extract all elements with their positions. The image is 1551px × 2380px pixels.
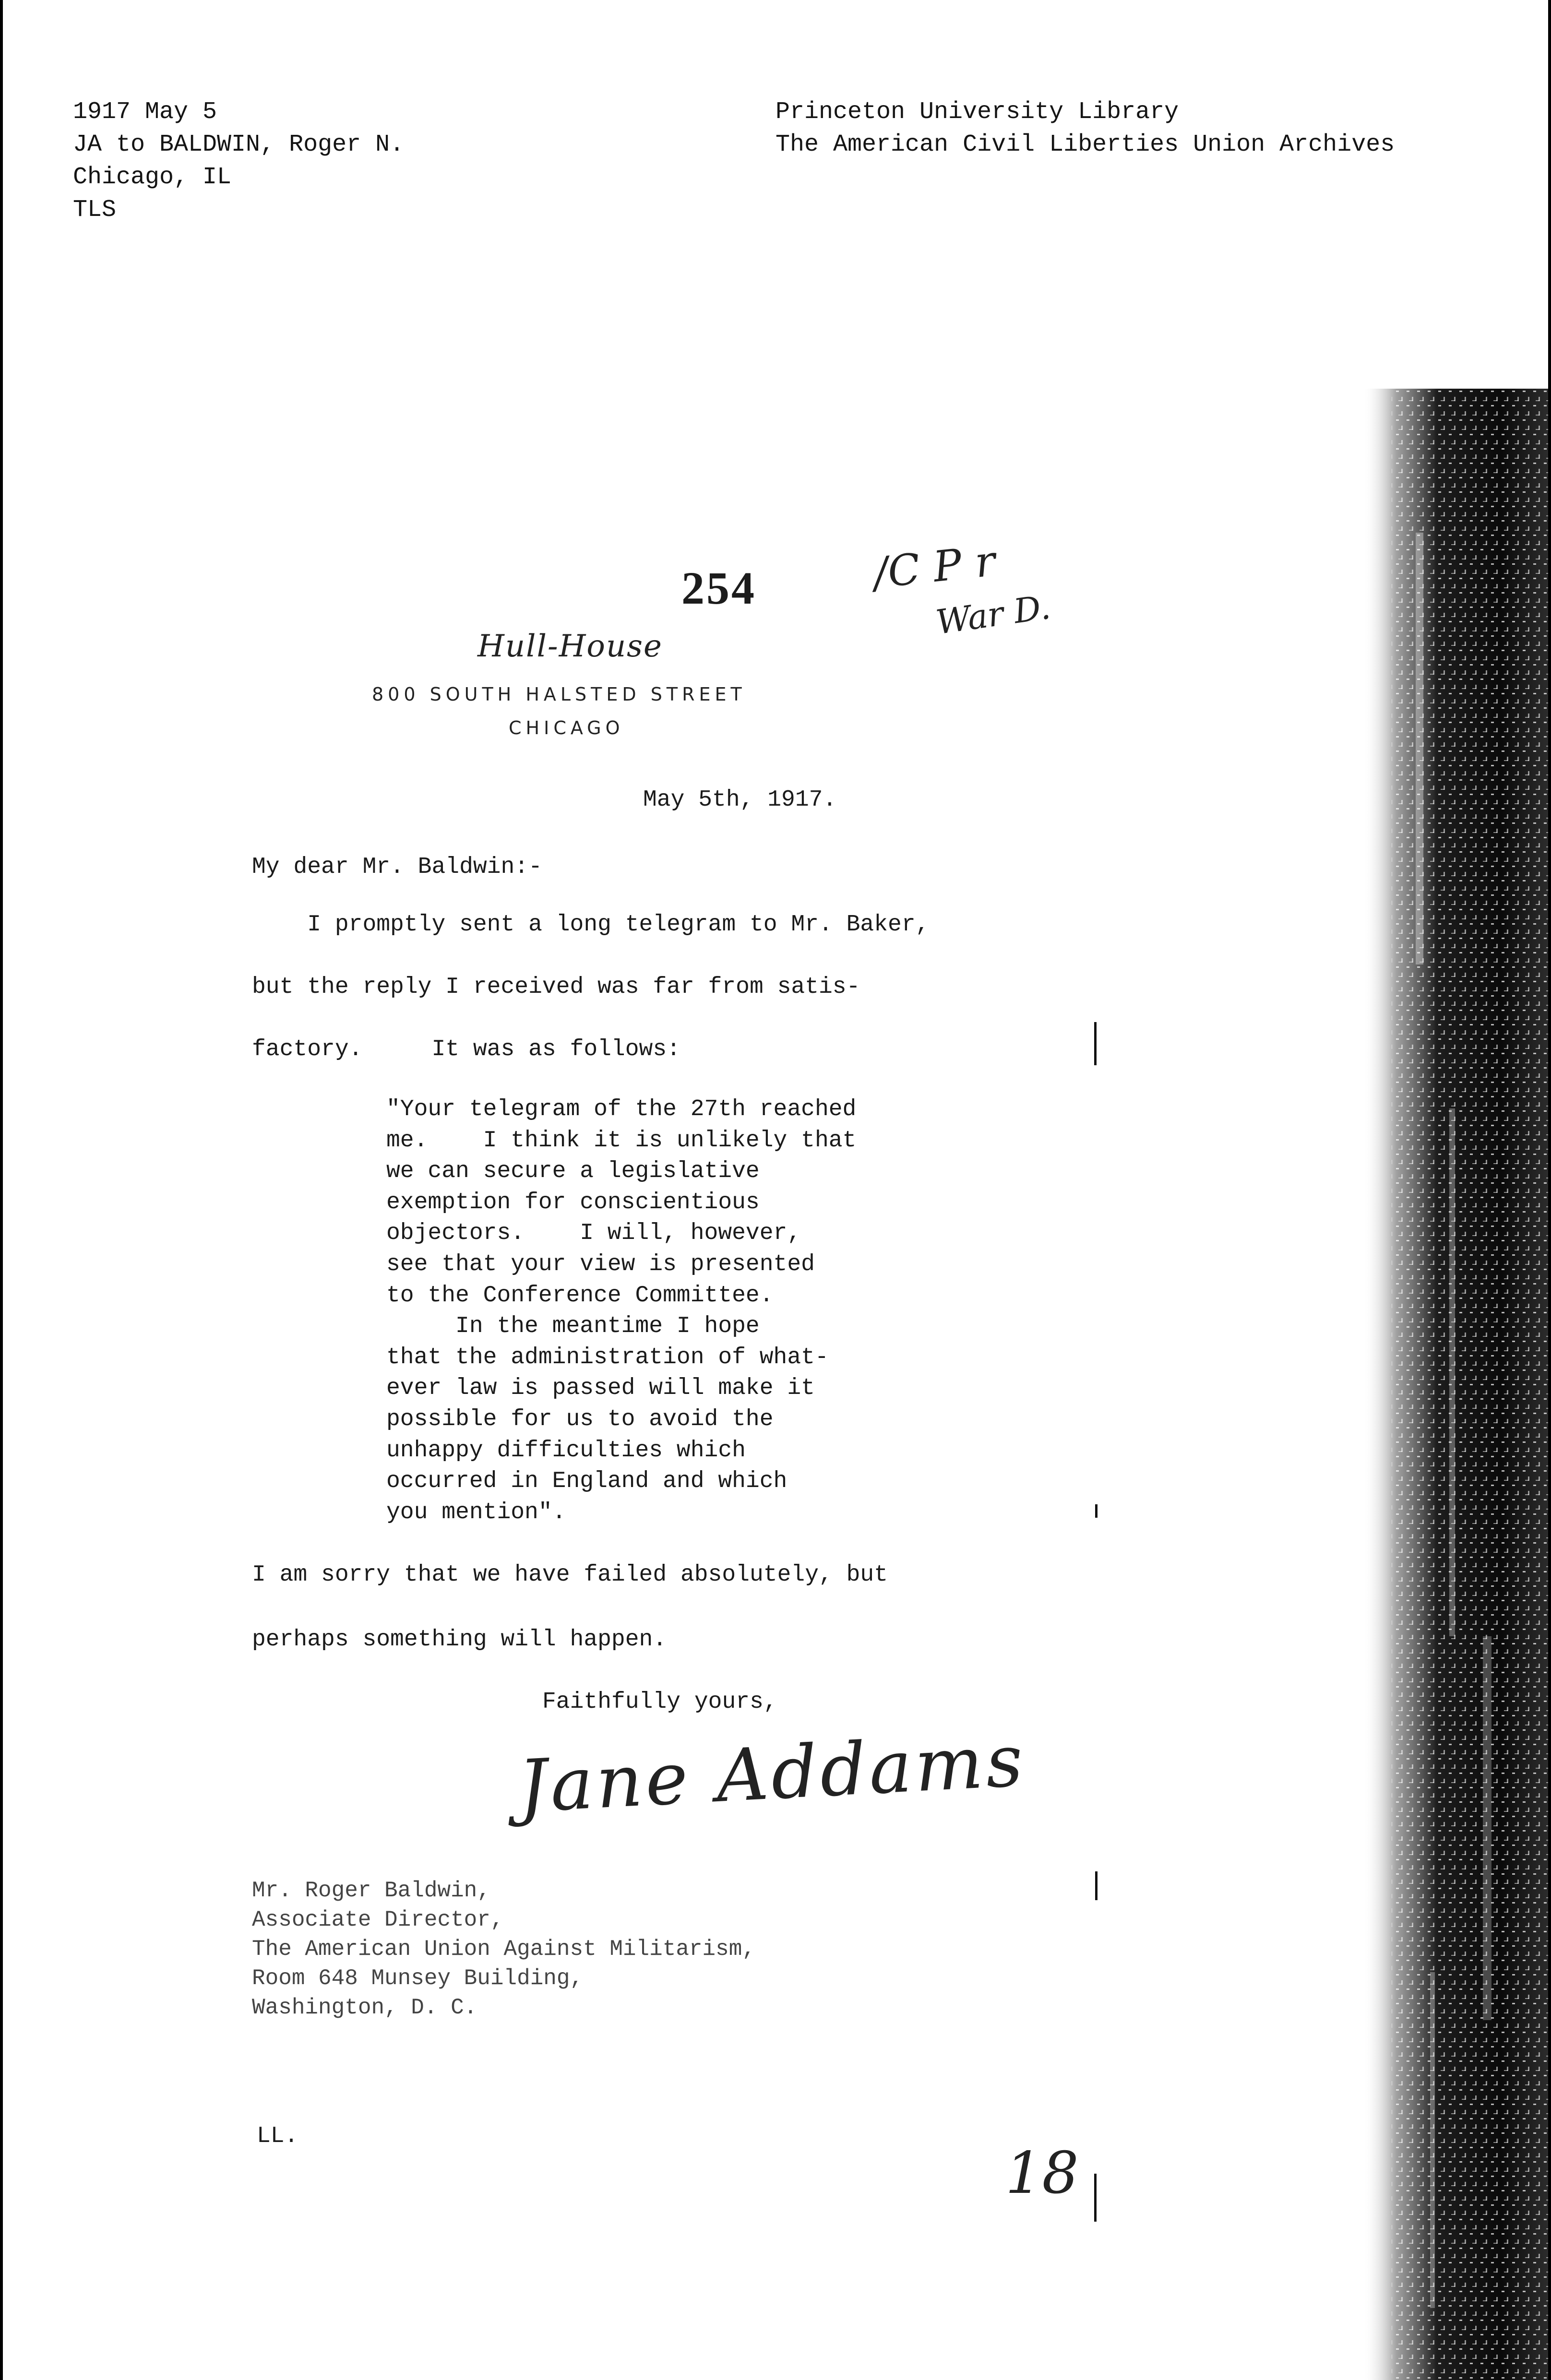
quote-line: to the Conference Committee. [386, 1282, 774, 1309]
quote-line: see that your view is presented [386, 1251, 815, 1277]
margin-mark [1094, 1022, 1097, 1065]
typist-initials: LL. [257, 2123, 298, 2149]
recipient-line: The American Union Against Militarism, [252, 1937, 755, 1962]
quote-line: that the administration of what- [386, 1344, 829, 1370]
quote-line: "Your telegram of the 27th reached [386, 1096, 857, 1122]
quote-line: possible for us to avoid the [386, 1406, 774, 1432]
scan-border-right [1548, 0, 1551, 2380]
quote-line: we can secure a legislative [386, 1158, 760, 1185]
closing-line: I am sorry that we have failed absolutely, but [252, 1562, 888, 1588]
body-line: but the reply I received was far from satis- [252, 974, 860, 1000]
quote-line: you mention". [386, 1499, 566, 1525]
quote-line: exemption for conscientious [386, 1189, 760, 1215]
salutation: My dear Mr. Baldwin:- [252, 854, 542, 880]
catalog-info-right [776, 96, 1395, 161]
catalog-line: Princeton University Library [776, 98, 1179, 126]
quote-line: ever law is passed will make it [386, 1375, 815, 1402]
recipient-line: Mr. Roger Baldwin, [252, 1878, 490, 1903]
recipient-address [252, 1876, 755, 2023]
recipient-line: Room 648 Munsey Building, [252, 1966, 584, 1991]
valediction: Faithfully yours, [542, 1689, 777, 1715]
body-line: factory. It was as follows: [252, 1036, 680, 1062]
scan-border-left [0, 0, 3, 2380]
page-number: 254 [681, 562, 756, 614]
catalog-line: TLS [73, 196, 117, 224]
letterhead-city: CHICAGO [509, 717, 624, 738]
margin-mark [1094, 2174, 1097, 2222]
signature: Jane Addams [516, 1719, 1028, 1829]
catalog-line: Chicago, IL [73, 164, 232, 191]
quote-line: unhappy difficulties which [386, 1437, 746, 1464]
handwritten-annotation: War D. [933, 587, 1053, 643]
recipient-line: Associate Director, [252, 1907, 504, 1932]
body-line: I promptly sent a long telegram to Mr. Baker, [252, 912, 930, 938]
folio-mark: 18 [1005, 2140, 1079, 2207]
quote-line: me. I think it is unlikely that [386, 1127, 857, 1154]
margin-mark [1095, 1871, 1098, 1900]
catalog-info-left [73, 96, 404, 226]
closing-line: perhaps something will happen. [252, 1627, 667, 1653]
catalog-line: JA to BALDWIN, Roger N. [73, 131, 405, 158]
quote-line: objectors. I will, however, [386, 1220, 801, 1247]
quote-line: In the meantime I hope [386, 1313, 760, 1340]
handwritten-annotation: /C P r [871, 536, 998, 598]
margin-mark [1095, 1504, 1098, 1518]
scan-artifact-band [1363, 389, 1548, 2380]
recipient-line: Washington, D. C. [252, 1995, 477, 2020]
catalog-line: The American Civil Liberties Union Archives [776, 131, 1395, 158]
letter-date: May 5th, 1917. [643, 787, 837, 813]
letterhead-name: Hull-House [477, 629, 663, 664]
letterhead-street: 800 SOUTH HALSTED STREET [372, 684, 746, 705]
catalog-line: 1917 May 5 [73, 98, 217, 126]
quote-line: occurred in England and which [386, 1468, 787, 1495]
quoted-telegram [386, 1094, 856, 1528]
